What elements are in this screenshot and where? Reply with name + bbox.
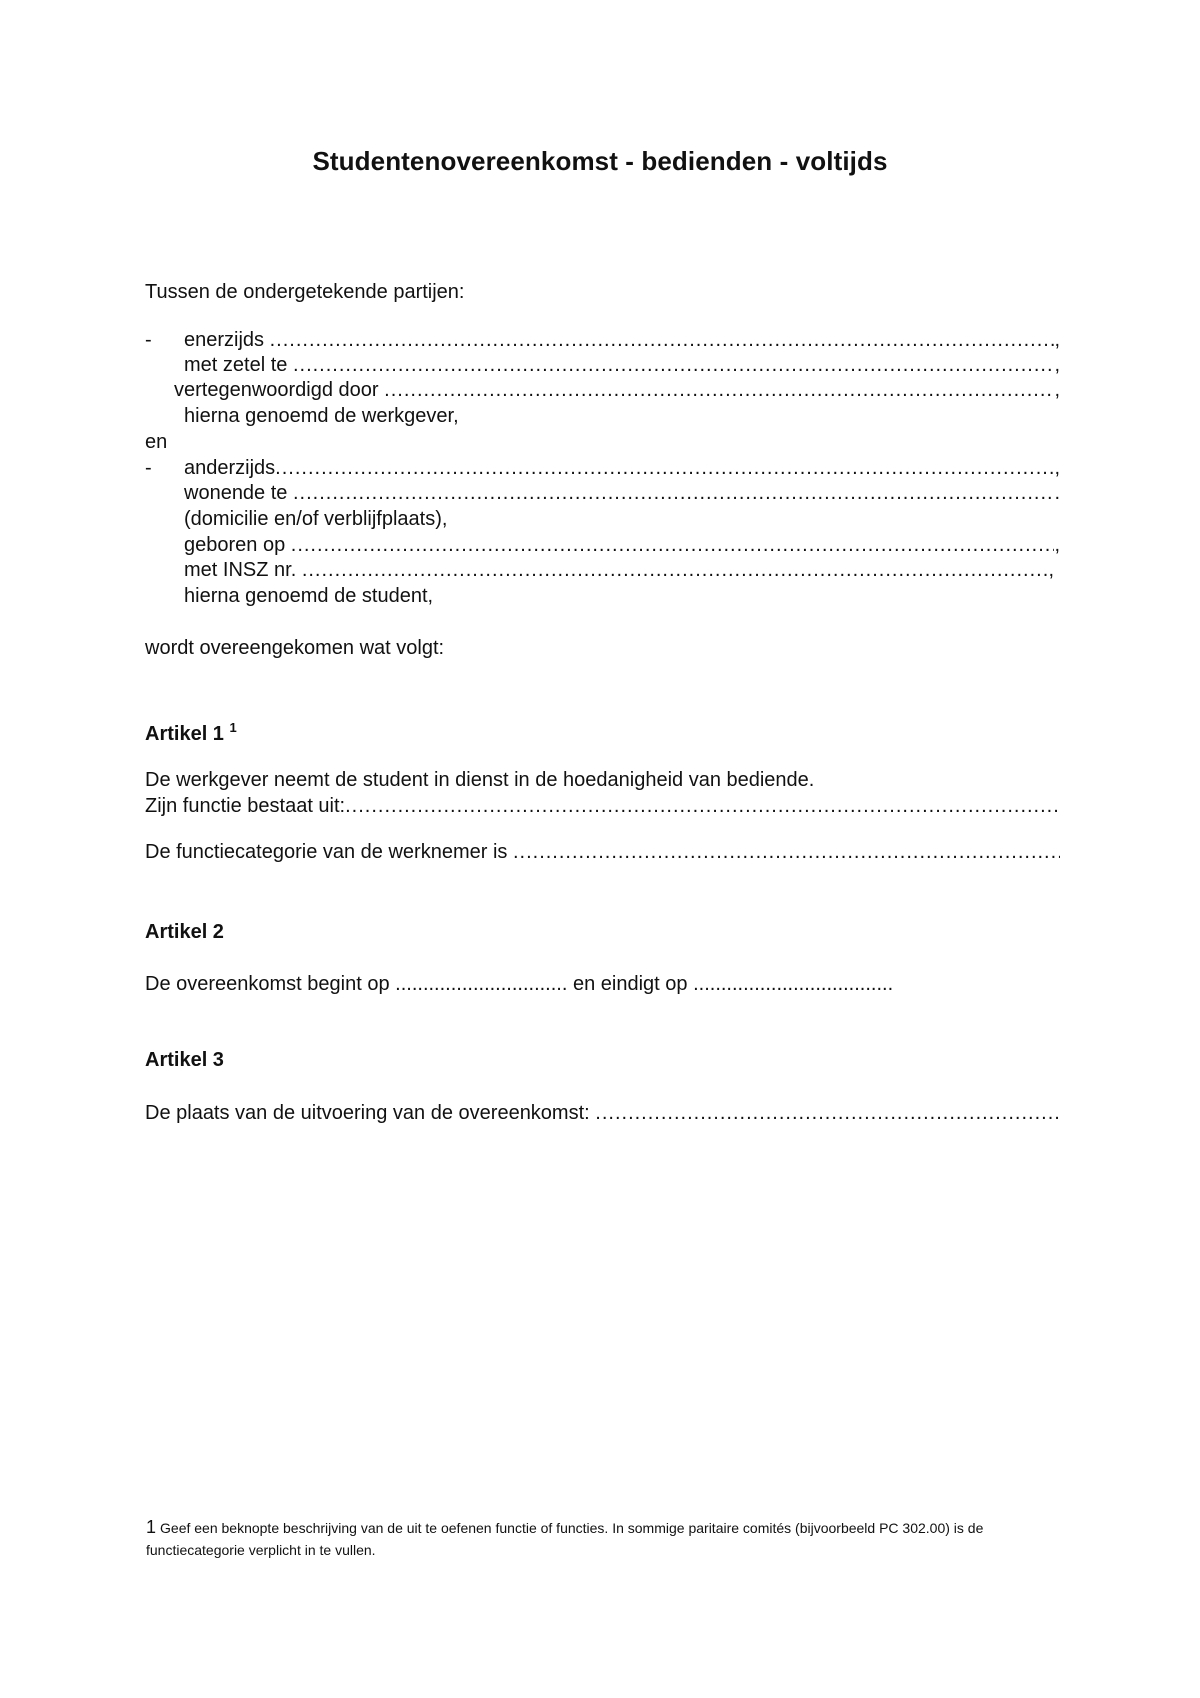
fill-in-dots: [270, 328, 1055, 352]
comma: ,: [1054, 354, 1060, 376]
fill-in-dots: [291, 533, 1055, 557]
article1-line-categorie: [145, 840, 1060, 864]
footnote-text: Geef een beknopte beschrijving van de uit te oefenen functie of functies. In sommige paritaire comités (bijvoorbeeld PC 302.00) is de functiecategorie verplicht in te vullen.: [146, 1520, 984, 1558]
party2-line-geboren: [184, 533, 1060, 557]
fill-in-dots: [595, 1101, 1060, 1125]
article1-category-label: De functiecategorie van de werknemer is: [145, 841, 508, 863]
comma: ,: [1048, 559, 1054, 581]
article1-heading: [145, 716, 237, 746]
party2-domicile-note: (domicilie en/of verblijfplaats),: [184, 508, 448, 530]
article1-function-label: Zijn functie bestaat uit:: [145, 795, 346, 817]
party1-line-vertegenwoordigd: [174, 378, 1060, 402]
period: .: [1054, 482, 1060, 504]
fill-in-dots: [513, 840, 1060, 864]
party1-bullet: -: [145, 329, 152, 351]
article3-label: De plaats van de uitvoering van de overeenkomst:: [145, 1102, 590, 1124]
article1-heading-text: Artikel 1: [145, 723, 224, 745]
article1-line-functie: [145, 794, 1060, 818]
comma: ,: [1054, 329, 1060, 351]
footnote-reference: 1: [229, 720, 237, 735]
fill-in-dots: [302, 558, 1049, 582]
party2-line-anderzijds: [184, 456, 1060, 480]
footnote: [146, 1516, 1026, 1561]
article1-text1: De werkgever neemt de student in dienst in de hoedanigheid van bediende.: [145, 769, 815, 791]
comma: ,: [1054, 534, 1060, 556]
fill-in-dots: [345, 794, 1060, 818]
fill-in-dots: [293, 353, 1054, 377]
fill-in-dots: [275, 456, 1054, 480]
footnote-number: 1: [146, 1517, 157, 1537]
article2-heading: Artikel 2: [145, 921, 224, 943]
party1-line-zetel: [184, 353, 1060, 377]
connector-en: en: [145, 431, 168, 453]
article2-start-label: De overeenkomst begint op: [145, 973, 390, 995]
fill-in-dots: ....................................: [693, 973, 894, 995]
article2-text: [145, 972, 893, 996]
article3-line: [145, 1101, 1060, 1125]
party2-residence-label: wonende te: [184, 482, 288, 504]
party1-zetel-label: met zetel te: [184, 354, 288, 376]
intro-text: Tussen de ondergetekende partijen:: [145, 281, 465, 303]
agreement-text: wordt overeengekomen wat volgt:: [145, 637, 445, 659]
comma: ,: [1054, 379, 1060, 401]
fill-in-dots: ...............................: [395, 973, 568, 995]
party2-label: anderzijds: [184, 457, 276, 479]
fill-in-dots: [293, 481, 1054, 505]
party2-insz-label: met INSZ nr.: [184, 559, 297, 581]
article2-end-label: en eindigt op: [572, 973, 688, 995]
party1-representative-label: vertegenwoordigd door: [174, 379, 379, 401]
document-title: Studentenovereenkomst - bedienden - voltijds: [312, 146, 888, 176]
party1-line-enerzijds: [184, 328, 1060, 352]
party1-designation: hierna genoemd de werkgever,: [184, 405, 459, 427]
party2-line-wonende: [184, 481, 1060, 505]
fill-in-dots: [384, 378, 1054, 402]
article3-heading: Artikel 3: [145, 1049, 224, 1071]
comma: ,: [1054, 457, 1060, 479]
party1-label: enerzijds: [184, 329, 265, 351]
party2-designation: hierna genoemd de student,: [184, 585, 434, 607]
party2-line-insz: [184, 558, 1054, 582]
party2-birth-label: geboren op: [184, 534, 286, 556]
party2-bullet: -: [145, 457, 152, 479]
